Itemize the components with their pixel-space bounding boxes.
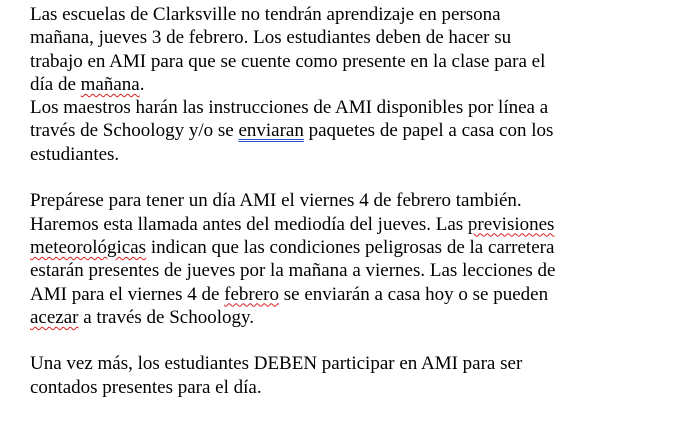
spelling-flagged-word[interactable]: acezar [30, 306, 79, 328]
paragraph-1 [30, 3, 690, 96]
text-line [30, 119, 690, 142]
text-run: se enviarán a casa hoy o se pueden [279, 283, 549, 305]
text-run: Haremos esta llamada antes del mediodía del jueves. Las [30, 213, 468, 235]
text-run: a través de Schoology. [78, 306, 255, 328]
text-line: contados presentes para el día. [30, 376, 262, 398]
spelling-flagged-word[interactable]: meteorológicas [30, 236, 147, 258]
document-body[interactable] [30, 3, 690, 399]
text-run: . [139, 73, 145, 95]
spelling-flagged-word[interactable]: previsiones [467, 213, 555, 235]
text-line: estudiantes. [30, 143, 120, 165]
text-line [30, 213, 690, 236]
text-run: día de [30, 73, 81, 95]
text-line: Los maestros harán las instrucciones de AMI disponibles por línea a [30, 97, 549, 119]
paragraph-4 [30, 352, 690, 399]
empty-line [30, 329, 690, 352]
paragraph-2 [30, 96, 690, 166]
spelling-flagged-word[interactable]: mañana [80, 73, 140, 95]
text-line: trabajo en AMI para que se cuente como presente en la clase para el [30, 50, 546, 72]
text-line [30, 73, 690, 96]
text-run: AMI para el viernes 4 de [30, 283, 225, 305]
text-run: través de Schoology y/o se [30, 120, 239, 142]
text-line [30, 236, 690, 259]
empty-line [30, 166, 690, 189]
text-line [30, 283, 690, 306]
text-run: paquetes de papel a casa con los [303, 120, 554, 142]
text-line: estarán presentes de jueves por la mañana a viernes. Las lecciones de [30, 260, 556, 282]
text-line: Una vez más, los estudiantes DEBEN participar en AMI para ser [30, 353, 523, 375]
paragraph-3 [30, 189, 690, 329]
text-line [30, 306, 690, 329]
grammar-flagged-word[interactable]: enviaran [238, 120, 304, 142]
text-line: Las escuelas de Clarksville no tendrán aprendizaje en persona [30, 4, 501, 25]
text-run: indican que las condiciones peligrosas de la carretera [146, 236, 555, 258]
spelling-flagged-word[interactable]: febrero [224, 283, 280, 305]
text-line: Prepárese para tener un día AMI el viernes 4 de febrero también. [30, 190, 522, 212]
text-line: mañana, jueves 3 de febrero. Los estudiantes deben de hacer su [30, 27, 512, 49]
